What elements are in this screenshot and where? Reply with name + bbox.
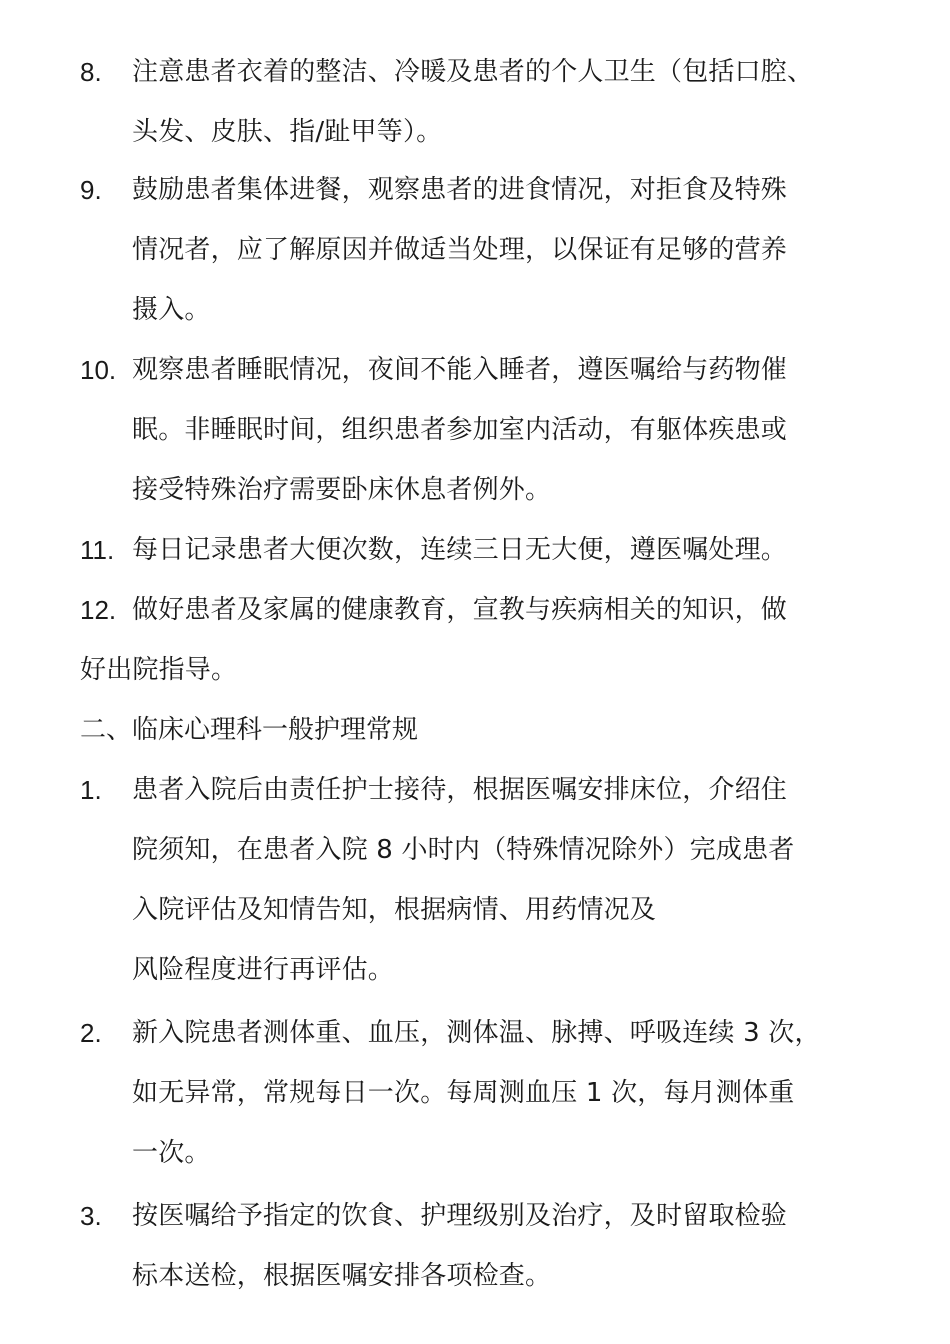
item-text-line: 入院评估及知情告知，根据病情、用药情况及 [132,895,657,925]
item-number: 10. [80,355,117,385]
item-text-line: 眠。非睡眠时间，组织患者参加室内活动，有躯体疾患或 [132,415,788,445]
item-text-line: 摄入。 [132,295,211,325]
list-item-9 [80,160,880,340]
item-text-line: 注意患者衣着的整洁、冷暖及患者的个人卫生（包括口腔、 [132,57,814,87]
item-number: 3. [80,1201,102,1231]
item-number: 9. [80,175,102,205]
item-text-line: 一次。 [132,1138,211,1168]
item-text-line: 接受特殊治疗需要卧床休息者例外。 [132,475,552,505]
item-text-line: 每日记录患者大便次数，连续三日无大便，遵医嘱处理。 [132,535,788,565]
item-text-line: 鼓励患者集体进餐，观察患者的进食情况，对拒食及特殊 [132,175,788,205]
item-text-line: 如无异常，常规每日一次。每周测血压 1 次，每月测体重 [132,1078,795,1108]
item-number: 1. [80,775,102,805]
item-text-line: 情况者，应了解原因并做适当处理，以保证有足够的营养 [132,235,788,265]
item-text-line: 观察患者睡眠情况，夜间不能入睡者，遵医嘱给与药物催 [132,355,788,385]
list-item-11 [80,520,880,580]
item-number: 8. [80,57,102,87]
item-text-line: 风险程度进行再评估。 [132,955,395,985]
item-text-line: 患者入院后由责任护士接待，根据医嘱安排床位，介绍住 [132,775,788,805]
item-number: 11. [80,535,115,565]
item-text-line: 好出院指导。 [80,655,238,685]
item-text-line: 新入院患者测体重、血压，测体温、脉搏、呼吸连续 3 次， [132,1018,821,1048]
item-number: 12. [80,595,117,625]
item-number: 2. [80,1018,102,1048]
list-item-12 [80,580,880,700]
item-text-line: 院须知，在患者入院 8 小时内（特殊情况除外）完成患者 [132,835,795,865]
section-heading: 二、临床心理科一般护理常规 [80,715,419,745]
item-text-line: 标本送检，根据医嘱安排各项检查。 [132,1261,552,1291]
item-text-line: 按医嘱给予指定的饮食、护理级别及治疗，及时留取检验 [132,1201,788,1231]
list-item-3 [80,1186,880,1306]
list-item-10 [80,340,880,520]
list-item-8 [80,42,880,162]
item-text-line: 头发、皮肤、指/趾甲等）。 [132,117,443,147]
list-item-1 [80,760,880,1000]
item-text-line: 做好患者及家属的健康教育，宣教与疾病相关的知识，做 [132,595,788,625]
list-item-2 [80,1003,880,1183]
